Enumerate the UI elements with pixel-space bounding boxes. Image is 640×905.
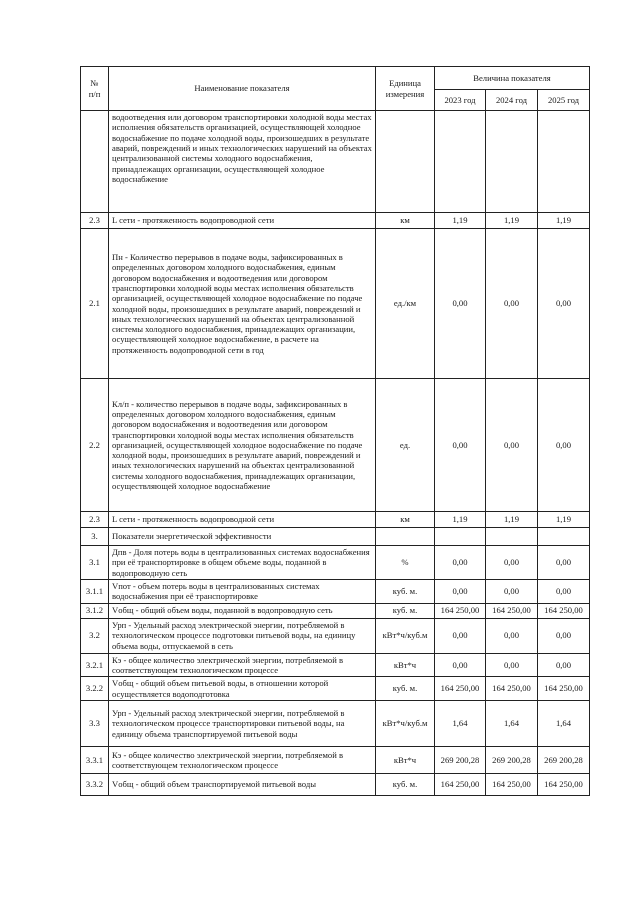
table-row bbox=[81, 700, 590, 746]
row-value-2024: 269 200,28 bbox=[486, 746, 538, 773]
row-num: 3.3.2 bbox=[81, 773, 109, 795]
row-num: 3.2 bbox=[81, 618, 109, 653]
row-value-2024: 0,00 bbox=[486, 546, 538, 580]
row-value-2023: 0,00 bbox=[435, 653, 486, 677]
table-row bbox=[81, 528, 590, 546]
row-value-2025: 164 250,00 bbox=[538, 603, 590, 618]
row-unit: куб. м. bbox=[376, 580, 435, 604]
row-value-2023 bbox=[435, 111, 486, 213]
row-unit: % bbox=[376, 546, 435, 580]
row-name: L сети - протяженность водопроводной сети bbox=[109, 213, 376, 229]
row-value-2025: 0,00 bbox=[538, 580, 590, 604]
row-name: Урп - Удельный расход электрической энергии, потребляемой в технологическом процессе подготовки питьевой воды, на единицу объема воды, отпускаемой в сеть bbox=[109, 618, 376, 653]
row-name: Дпв - Доля потерь воды в централизованных системах водоснабжения при её транспортировке в общем объеме воды, поданной в водопроводную сеть bbox=[109, 546, 376, 580]
row-value-2024: 0,00 bbox=[486, 379, 538, 512]
row-num: 3.1.2 bbox=[81, 603, 109, 618]
table-row bbox=[81, 111, 590, 213]
header-name: Наименование показателя bbox=[109, 67, 376, 111]
row-num: 3.2.1 bbox=[81, 653, 109, 677]
row-unit: куб. м. bbox=[376, 603, 435, 618]
row-value-2025: 1,19 bbox=[538, 512, 590, 528]
row-value-2024: 164 250,00 bbox=[486, 603, 538, 618]
row-value-2023: 1,64 bbox=[435, 700, 486, 746]
header-year-2025: 2025 год bbox=[538, 90, 590, 111]
row-value-2025: 164 250,00 bbox=[538, 773, 590, 795]
row-name: Vобщ - общий объем транспортируемой питьевой воды bbox=[109, 773, 376, 795]
row-unit: кВт*ч bbox=[376, 746, 435, 773]
row-value-2023: 0,00 bbox=[435, 379, 486, 512]
row-unit: ед./км bbox=[376, 229, 435, 379]
row-name: Пн - Количество перерывов в подаче воды, зафиксированных в определенных договором холодного водоснабжения, единым договором водоснабжения и водоотведения или договором транспортировки холодной воды местах исполнения обязательств организацией, осуществляющей холодное водоснабжение по подаче холодной воды, произошедших в результате аварий, повреждений и иных технологических нарушений на объектах централизованной системы холодного водоснабжения, принадлежащих организации, осуществляющей холодное водоснабжение, в расчете на протяженность водопроводной сети в год bbox=[109, 229, 376, 379]
row-unit: ед. bbox=[376, 379, 435, 512]
row-value-2025: 1,19 bbox=[538, 213, 590, 229]
header-num: № п/п bbox=[81, 67, 109, 111]
row-value-2024: 0,00 bbox=[486, 618, 538, 653]
row-num: 3. bbox=[81, 528, 109, 546]
table-row bbox=[81, 773, 590, 795]
row-num: 2.3 bbox=[81, 512, 109, 528]
table-row bbox=[81, 229, 590, 379]
row-unit: кВт*ч bbox=[376, 653, 435, 677]
table-row bbox=[81, 512, 590, 528]
row-unit: куб. м. bbox=[376, 677, 435, 701]
row-value-2023 bbox=[435, 528, 486, 546]
row-value-2023: 1,19 bbox=[435, 512, 486, 528]
header-year-2023: 2023 год bbox=[435, 90, 486, 111]
table-row bbox=[81, 546, 590, 580]
row-unit: км bbox=[376, 213, 435, 229]
row-value-2025: 0,00 bbox=[538, 229, 590, 379]
row-value-2023: 164 250,00 bbox=[435, 773, 486, 795]
row-value-2024: 1,19 bbox=[486, 213, 538, 229]
row-unit bbox=[376, 111, 435, 213]
row-unit bbox=[376, 528, 435, 546]
row-name: Показатели энергетической эффективности bbox=[109, 528, 376, 546]
row-name: Кэ - общее количество электрической энергии, потребляемой в соответствующем технологическом процессе bbox=[109, 653, 376, 677]
header-value-group: Величина показателя bbox=[435, 67, 590, 90]
row-num: 3.2.2 bbox=[81, 677, 109, 701]
row-value-2024: 0,00 bbox=[486, 653, 538, 677]
table-row bbox=[81, 213, 590, 229]
row-unit: куб. м. bbox=[376, 773, 435, 795]
header-unit: Единица измерения bbox=[376, 67, 435, 111]
row-value-2024 bbox=[486, 528, 538, 546]
row-value-2023: 0,00 bbox=[435, 580, 486, 604]
row-value-2024: 1,19 bbox=[486, 512, 538, 528]
row-name: Vобщ - общий объем питьевой воды, в отношении которой осуществляется водоподготовка bbox=[109, 677, 376, 701]
row-num: 3.1 bbox=[81, 546, 109, 580]
row-value-2025 bbox=[538, 528, 590, 546]
row-name: Кэ - общее количество электрической энергии, потребляемой в соответствующем технологическом процессе bbox=[109, 746, 376, 773]
row-value-2025: 0,00 bbox=[538, 618, 590, 653]
row-value-2024: 1,64 bbox=[486, 700, 538, 746]
row-value-2025 bbox=[538, 111, 590, 213]
row-num: 2.2 bbox=[81, 379, 109, 512]
row-unit: кВт*ч/куб.м bbox=[376, 618, 435, 653]
row-num: 3.3.1 bbox=[81, 746, 109, 773]
row-unit: км bbox=[376, 512, 435, 528]
row-value-2023: 164 250,00 bbox=[435, 603, 486, 618]
row-value-2025: 1,64 bbox=[538, 700, 590, 746]
row-name: Кл/п - количество перерывов в подаче воды, зафиксированных в определенных договором холодного водоснабжения, единым договором водоснабжения и водоотведения или договором транспортировки холодной воды местах исполнения обязательств организацией, осуществляющей холодное водоснабжение по подаче холодной воды, произошедших в результате аварий, повреждений и иных технологических нарушений на объектах централизованной системы холодного водоснабжения, принадлежащих организации, осуществляющей холодное водоснабжение bbox=[109, 379, 376, 512]
row-num bbox=[81, 111, 109, 213]
row-value-2024: 164 250,00 bbox=[486, 773, 538, 795]
table-row bbox=[81, 653, 590, 677]
table-row bbox=[81, 379, 590, 512]
row-value-2023: 0,00 bbox=[435, 546, 486, 580]
table-header-row bbox=[81, 67, 590, 90]
table-row bbox=[81, 603, 590, 618]
row-name: водоотведения или договором транспортировки холодной воды местах исполнения обязательств организацией, осуществляющей холодное водоснабжение по подаче холодной воды, произошедших в результате аварий, повреждений и иных технологических нарушений на объектах централизованной системы холодного водоснабжения, принадлежащих организации, осуществляющей холодное водоснабжение bbox=[109, 111, 376, 213]
table-row bbox=[81, 677, 590, 701]
row-value-2024: 0,00 bbox=[486, 580, 538, 604]
row-name: L сети - протяженность водопроводной сети bbox=[109, 512, 376, 528]
row-value-2025: 269 200,28 bbox=[538, 746, 590, 773]
table-row bbox=[81, 746, 590, 773]
row-num: 2.3 bbox=[81, 213, 109, 229]
row-name: Vпот - объем потерь воды в централизованных системах водоснабжения при её транспортировке bbox=[109, 580, 376, 604]
indicators-table bbox=[80, 66, 590, 796]
row-value-2025: 0,00 bbox=[538, 653, 590, 677]
row-value-2025: 164 250,00 bbox=[538, 677, 590, 701]
row-num: 3.3 bbox=[81, 700, 109, 746]
row-name: Vобщ - общий объем воды, поданной в водопроводную сеть bbox=[109, 603, 376, 618]
row-value-2023: 0,00 bbox=[435, 229, 486, 379]
row-value-2024 bbox=[486, 111, 538, 213]
table-row bbox=[81, 618, 590, 653]
row-value-2024: 164 250,00 bbox=[486, 677, 538, 701]
row-name: Урп - Удельный расход электрической энергии, потребляемой в технологическом процессе транспортировки питьевой воды, на единицу объема транспортируемой питьевой воды bbox=[109, 700, 376, 746]
row-value-2023: 1,19 bbox=[435, 213, 486, 229]
table-row bbox=[81, 580, 590, 604]
row-num: 3.1.1 bbox=[81, 580, 109, 604]
row-num: 2.1 bbox=[81, 229, 109, 379]
row-unit: кВт*ч/куб.м bbox=[376, 700, 435, 746]
row-value-2023: 164 250,00 bbox=[435, 677, 486, 701]
row-value-2023: 0,00 bbox=[435, 618, 486, 653]
row-value-2025: 0,00 bbox=[538, 379, 590, 512]
row-value-2025: 0,00 bbox=[538, 546, 590, 580]
row-value-2024: 0,00 bbox=[486, 229, 538, 379]
row-value-2023: 269 200,28 bbox=[435, 746, 486, 773]
header-year-2024: 2024 год bbox=[486, 90, 538, 111]
